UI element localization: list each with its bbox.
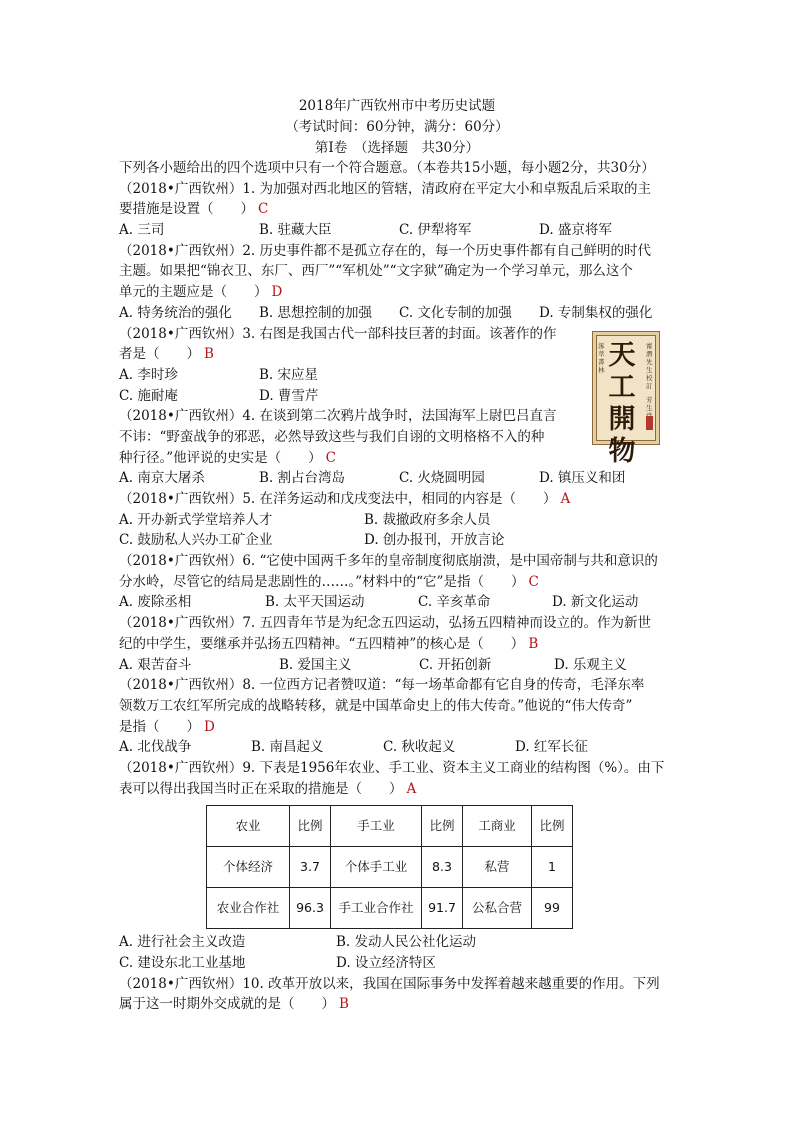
option-a: A. 南京大屠杀 bbox=[119, 470, 205, 487]
table-cell: 99 bbox=[532, 888, 573, 929]
table-cell: 农业合作社 bbox=[207, 888, 290, 929]
option-c: C. 伊犁将军 bbox=[399, 222, 472, 239]
table-cell: 私营 bbox=[463, 847, 532, 888]
table-header-cell: 手工业 bbox=[331, 806, 422, 847]
option-c: C. 开拓创新 bbox=[419, 656, 492, 673]
option-d: D. 设立经济特区 bbox=[336, 955, 436, 971]
option-d: D. 红军长征 bbox=[515, 739, 588, 756]
answer-key: D bbox=[271, 284, 283, 301]
option-b: B. 太平天国运动 bbox=[265, 594, 365, 611]
option-b: B. 裁撤政府多余人员 bbox=[364, 511, 491, 528]
question-9: （2018•广西钦州）9. 下表是1956年农业、手工业、资本主义工商业的结构图（%）。由下 表可以得出我国当时正在采取的措施是（ ） A 农业 比例 手工业 比例 工商业 比例 个体经济 3.7 个体手工业 8.3 私营 1 农业合作社 96.3 手工业合作社 91.7 公私合营 99 A. 进行社会主义改造 B. 发动人民公社化运动 C. 建设东北工业基地 D. 设立经济特区 bbox=[119, 758, 679, 974]
answer-key: C bbox=[325, 449, 336, 466]
table-header-cell: 比例 bbox=[290, 806, 331, 847]
option-d: D. 曹雪芹 bbox=[259, 387, 319, 404]
table-cell: 91.7 bbox=[422, 888, 463, 929]
option-c: C. 文化专制的加强 bbox=[399, 304, 512, 321]
option-d: D. 乐观主义 bbox=[554, 656, 627, 673]
economy-structure-table bbox=[206, 805, 573, 929]
option-b: B. 驻藏大臣 bbox=[259, 222, 332, 239]
option-b: B. 爱国主义 bbox=[279, 656, 352, 673]
option-d: D. 专制集权的强化 bbox=[539, 304, 653, 321]
cover-right-text: 甯潛先生校訂 bbox=[646, 342, 653, 390]
table-cell: 3.7 bbox=[290, 847, 331, 888]
answer-key: A bbox=[560, 491, 571, 507]
option-a: A. 北伐战争 bbox=[119, 739, 192, 756]
table-header-cell: 比例 bbox=[532, 806, 573, 847]
question-10: （2018•广西钦州）10. 改革开放以来，我国在国际事务中发挥着越来越重要的作用。下列 属于这一时期外交成就的是（ ） B bbox=[119, 975, 660, 1013]
answer-key: B bbox=[528, 635, 539, 652]
option-c: C. 施耐庵 bbox=[119, 387, 178, 404]
option-d: D. 盛京将军 bbox=[539, 222, 612, 239]
table-cell: 1 bbox=[532, 847, 573, 888]
answer-key: B bbox=[204, 346, 214, 363]
option-c: C. 火烧圆明园 bbox=[399, 470, 485, 487]
table-cell: 手工业合作社 bbox=[331, 888, 422, 929]
option-c: C. 建设东北工业基地 bbox=[119, 955, 246, 971]
table-header-row bbox=[207, 806, 573, 847]
cover-main-title: 天工開物 bbox=[608, 340, 636, 467]
option-b: B. 发动人民公社化运动 bbox=[336, 934, 477, 951]
question-5: （2018•广西钦州）5. 在洋务运动和戊戌变法中，相同的内容是（ ） A A. 开办新式学堂培养人才 B. 裁撤政府多余人员 C. 鼓励私人兴办工矿企业 D. 创办报刊，开放言论 bbox=[119, 489, 679, 551]
answer-key: D bbox=[204, 718, 215, 735]
option-b: B. 割占台湾岛 bbox=[259, 470, 346, 487]
option-a: A. 艰苦奋斗 bbox=[119, 656, 192, 673]
question-1: （2018•广西钦州）1. 为加强对西北地区的管辖，清政府在平定大小和卓叛乱后采取的主 要措施是设置（ ） C A. 三司 B. 驻藏大臣 C. 伊犁将军 D. 盛京将军 bbox=[119, 179, 679, 241]
table-cell: 96.3 bbox=[290, 888, 331, 929]
option-a: A. 三司 bbox=[119, 222, 165, 239]
option-a: A. 李时珍 bbox=[119, 366, 178, 383]
table-header-cell: 农业 bbox=[207, 806, 290, 847]
table-header-cell: 比例 bbox=[422, 806, 463, 847]
option-c: C. 鼓励私人兴办工矿企业 bbox=[119, 532, 273, 549]
option-c: C. 秋收起义 bbox=[383, 739, 456, 756]
option-a: A. 特务统治的强化 bbox=[119, 304, 232, 321]
exam-title: 2018年广西钦州市中考历史试题 bbox=[298, 98, 496, 114]
option-a: A. 开办新式学堂培养人才 bbox=[119, 511, 273, 528]
cover-mid-text: 芳生 bbox=[646, 396, 653, 412]
option-b: B. 思想控制的加强 bbox=[259, 304, 373, 321]
option-d: D. 镇压义和团 bbox=[539, 470, 626, 487]
option-d: D. 新文化运动 bbox=[552, 594, 639, 611]
answer-key: C bbox=[528, 573, 539, 590]
table-header-cell: 工商业 bbox=[463, 806, 532, 847]
option-b: B. 宋应星 bbox=[259, 366, 319, 383]
question-list bbox=[119, 158, 679, 1015]
table-row bbox=[207, 847, 573, 888]
table-cell: 个体经济 bbox=[207, 847, 290, 888]
table-row bbox=[207, 888, 573, 929]
option-b: B. 南昌起义 bbox=[251, 739, 324, 756]
question-6: （2018•广西钦州）6. “它使中国两千多年的皇帝制度彻底崩溃，是中国帝制与共和意识的 分水岭，尽管它的结局是悲剧性的……。”材料中的“它”是指（ ） C A. 废除丞相 B. 太平天国运动 C. 辛亥革命 D. 新文化运动 bbox=[119, 551, 679, 613]
question-8: （2018•广西钦州）8. 一位西方记者赞叹道：“每一场革命都有它自身的传奇，毛泽东率 领数万工农红军所完成的战略转移，就是中国革命史上的伟大传奇。”他说的“伟大传奇” 是指（ ） D A. 北伐战争 B. 南昌起义 C. 秋收起义 D. 红军长征 bbox=[119, 675, 679, 758]
option-a: A. 进行社会主义改造 bbox=[119, 934, 246, 951]
section-heading: 第Ⅰ卷 （选择题 共30分） bbox=[314, 140, 480, 156]
option-c: C. 辛亥革命 bbox=[418, 594, 491, 611]
instructions: 下列各小题给出的四个选项中只有一个符合题意。（本卷共15小题，每小题2分，共30分） bbox=[119, 160, 655, 176]
cover-left-text: 涿萃書林 bbox=[598, 342, 605, 374]
table-cell: 公私合营 bbox=[463, 888, 532, 929]
answer-key: A bbox=[406, 780, 417, 797]
option-d: D. 创办报刊，开放言论 bbox=[364, 532, 505, 549]
exam-subtitle: （考试时间：60分钟，满分：60分） bbox=[285, 119, 509, 135]
answer-key: C bbox=[258, 201, 269, 218]
question-3: （2018•广西钦州）3. 右图是我国古代一部科技巨著的封面。该著作的作 者是（ ） B A. 李时珍 B. 宋应星 C. 施耐庵 D. 曹雪芹 bbox=[119, 324, 679, 407]
answer-key: B bbox=[339, 996, 349, 1013]
question-7: （2018•广西钦州）7. 五四青年节是为纪念五四运动，弘扬五四精神而设立的。作为新世 纪的中学生，要继承并弘扬五四精神。“五四精神”的核心是（ ） B A. 艰苦奋斗 B. 爱国主义 C. 开拓创新 D. 乐观主义 bbox=[119, 613, 679, 675]
question-2: （2018•广西钦州）2. 历史事件都不是孤立存在的，每一个历史事件都有自己鲜明的时代 主题。如果把“锦衣卫、东厂、西厂”“军机处”“文字狱”确定为一个学习单元，那么这个 单元的主题应是（ ） D A. 特务统治的强化 B. 思想控制的加强 C. 文化专制的加强 D. 专制集权的强化 bbox=[119, 241, 679, 324]
question-4: （2018•广西钦州）4. 在谈到第二次鸦片战争时，法国海军上尉巴吕直言 不讳：“野蛮战争的邪恶，必然导致这些与我们自诩的文明格格不入的种 种行径。”他评说的史实是（ ） C A. 南京大屠杀 B. 割占台湾岛 C. 火烧圆明园 D. 镇压义和团 bbox=[119, 406, 679, 489]
option-a: A. 废除丞相 bbox=[119, 594, 192, 611]
table-cell: 8.3 bbox=[422, 847, 463, 888]
table-cell: 个体手工业 bbox=[331, 847, 422, 888]
